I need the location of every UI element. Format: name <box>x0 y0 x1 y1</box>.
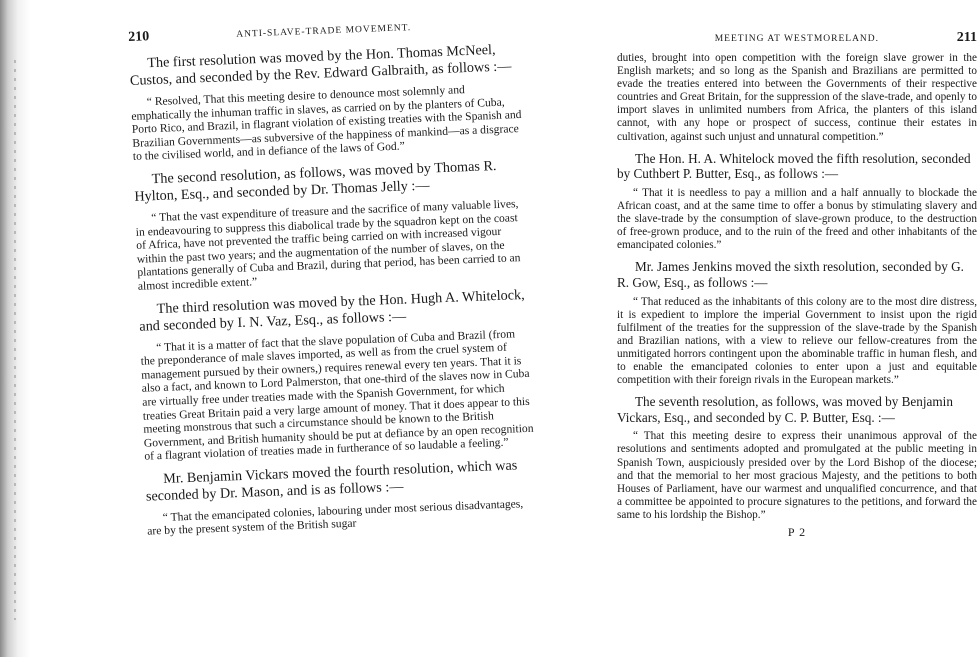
resolution-3-text: “ That it is a matter of fact that the slave population of Cuba and Brazil (from the preponderance of male slaves imported, as well as from the cruel system of management pursued by their owners,) requires renewal every ten years. That it is also a fact, and known to Lord Palmerston, that one-third of the slaves now in Cuba are virtually free under treaties made with the Spanish Government, for which treaties Great Britain paid a very large amount of money. That it does appear to this meeting monstrous that such a circumstance should be known to the British Government, and British humanity should be put at defiance by an open recognition of a flagrant violation of treaties made in furtherance of so laudable a feeling.” <box>140 326 534 463</box>
left-running-title: ANTI-SLAVE-TRADE MOVEMENT. <box>236 23 412 40</box>
resolution-4-intro: Mr. Benjamin Vickars moved the fourth resolution, which was seconded by Dr. Mason, and is as follows :— <box>145 457 518 505</box>
resolution-2-intro: The second resolution, as follows, was moved by Thomas R. Hylton, Esq., and seconded by Dr. Thomas Jelly :— <box>134 157 497 205</box>
resolution-7-intro: The seventh resolution, as follows, was moved by Benjamin Vickars, Esq., and seconded by C. P. Butter, Esq. :— <box>617 394 953 425</box>
left-page <box>128 15 538 547</box>
right-running-title: MEETING AT WESTMORELAND. <box>714 34 880 44</box>
resolution-5-intro: The Hon. H. A. Whitelock moved the fifth resolution, seconded by Cuthbert P. Butter, Esq., as follows :— <box>617 150 971 182</box>
resolution-4-text-cont: duties, brought into open competition with the foreign slave grower in the English markets; and so long as the Spanish and Brazilians are permitted to evade the treaties entered into between the Governments of their respective countries and Great Britain, for the suppression of the slave-trade, and openly to import slaves in unlimited numbers from Africa, the planters of this island cannot, with any hope or prospect of success, continue their estates in cultivation, against such unjust and unnatural competition.” <box>617 52 977 143</box>
resolution-7-text: “ That this meeting desire to express their unanimous approval of the resolutions and sentiments adopted and promulgated at the public meeting in Spanish Town, auspiciously presided over by the Lord Bishop of the diocese; and that the memorial to her most gracious Majesty, and the petitions to both Houses of Parliament, have our warmest and unqualified concurrence, and that a committee be appointed to procure signatures to the petitions, and forward the same to his lordship the Bishop.” <box>617 430 977 521</box>
resolution-4-text-start: “ That the emancipated colonies, labouring under most serious disadvantages, are by the present system of the British sugar <box>147 497 524 539</box>
resolution-6-intro: Mr. James Jenkins moved the sixth resolution, seconded by G. R. Gow, Esq., as follows :— <box>617 259 964 290</box>
right-running-head <box>617 30 977 52</box>
resolution-6-text: “ That reduced as the inhabitants of this colony are to the most dire distress, it is expedient to implore the imperial Government to insist upon the rigid fulfilment of the treaties for the suppression of the slave-trade by the Spanish and Brazilian nations, with a view to relieve our fellow-creatures from the unmitigated horrors contingent upon the abominable traffic in human flesh, and to enable the emancipated colonies to enter upon a just and equitable competition with their foreign rivals in the European markets.” <box>617 295 977 387</box>
signature-mark: P 2 <box>787 525 807 539</box>
right-page-number: 211 <box>956 30 977 45</box>
resolution-2-text: “ That the vast expenditure of treasure and the sacrifice of many valuable lives, in endeavouring to suppress this diabolical trade by the squadron kept on the coast of Africa, have not prevented the traffic being carried on with increased vigour within the past two years; and the augmentation of the number of slaves, on the plantations generally of Cuba and Brazil, during that period, has been carried to an almost incredible extent.” <box>135 197 521 293</box>
left-page-number: 210 <box>128 29 150 45</box>
page-gutter-shadow <box>0 0 30 657</box>
resolution-1-intro: The first resolution was moved by the Hon. Thomas McNeel, Custos, and seconded by the Rev. Edward Galbraith, as follows :— <box>129 41 512 89</box>
resolution-3-intro: The third resolution was moved by the Hon. Hugh A. Whitelock, and seconded by I. N. Vaz, Esq., as follows :— <box>139 286 525 335</box>
resolution-5-text: “ That it is needless to pay a million and a half annually to blockade the African coast, and at the same time to offer a bonus by stimulating slavery and the slave-trade by the consumption of slave-grown produce, to the destruction of free-grown produce, and to the ruin of the freed and other inhabitants of the emancipated colonies.” <box>617 186 977 252</box>
resolution-1-text: “ Resolved, That this meeting desire to denounce most solemnly and emphatically the inhuman traffic in slaves, as carried on by the planters of Cuba, Porto Rico, and Brazil, in flagrant violation of existing treaties with the Spanish and Brazilian Governments—as subversive of the happiness of mankind—as a disgrace to the civilised world, and in defiance of the laws of God.” <box>131 83 522 164</box>
right-page <box>617 30 977 540</box>
